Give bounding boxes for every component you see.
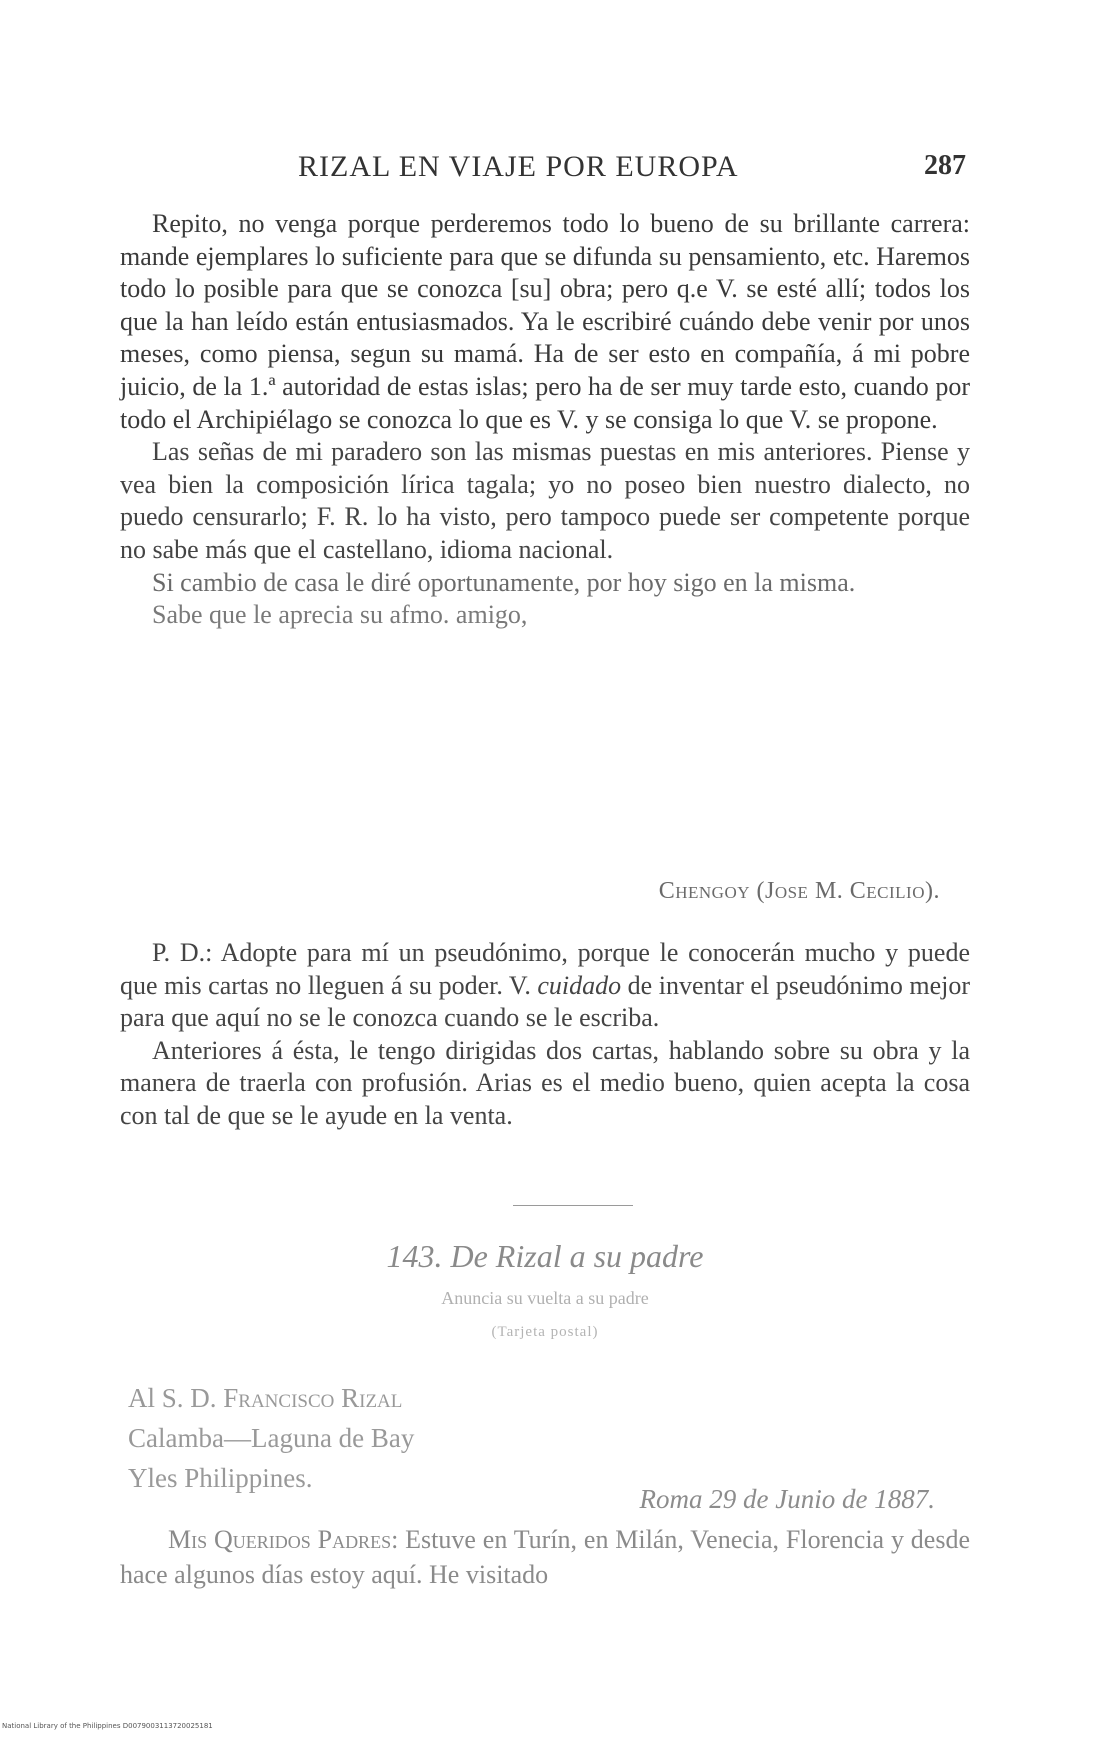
letter-body <box>120 208 970 632</box>
postscript <box>120 937 970 1133</box>
running-title: RIZAL EN VIAJE POR EUROPA <box>298 150 739 183</box>
running-header <box>120 150 970 190</box>
body-paragraph: Sabe que le aprecia su afmo. amigo, <box>152 600 528 630</box>
page-number: 287 <box>924 150 966 181</box>
postscript-paragraph <box>120 937 970 1035</box>
postscript-text: P. D.: Adopte para mí un pseudónimo, porque le conocerán mucho y puede que mis cartas no lleguen á su poder. V. <box>120 938 970 1000</box>
address-line: Yles Philippines. <box>128 1463 313 1493</box>
body-paragraph: Si cambio de casa le diré oportunamente, por hoy sigo en la misma. <box>152 567 856 597</box>
address-prefix: Al S. D. <box>128 1383 224 1413</box>
addressee-name: Francisco Rizal <box>223 1383 403 1413</box>
letter-heading: 143. De Rizal a su padre <box>386 1238 704 1274</box>
address-line: Calamba—Laguna de Bay <box>128 1423 415 1453</box>
opening-text: Estuve en Turín, en Milán, Venecia, Florencia y desde hace algunos días estoy aquí. He visitado <box>120 1525 970 1589</box>
body-paragraph: Las señas de mi paradero son las mismas puestas en mis anteriores. Piense y vea bien la composición lírica tagala; yo no poseo bien nuestro dialecto, no puedo censurarlo; F. R. lo ha visto, pero tampoco puede ser competente porque no sabe más que el castellano, idioma nacional. <box>120 437 970 564</box>
letter-opening <box>120 1522 970 1592</box>
letter-type: (Tarjeta postal) <box>491 1324 599 1340</box>
postscript-paragraph: Anteriores á ésta, le tengo dirigidas dos cartas, hablando sobre su obra y la manera de traerla con profusión. Arias es el medio bueno, quien acepta la cosa con tal de que se le ayude en la venta. <box>120 1035 970 1130</box>
salutation: Mis Queridos Padres: <box>168 1525 399 1554</box>
signature: Chengoy (Jose M. Cecilio). <box>658 878 940 904</box>
body-paragraph: Repito, no venga porque perderemos todo lo bueno de su brillante carrera: mande ejemplares lo suficiente para que se difunda su pensamiento, etc. Haremos todo lo posible para que se conozca [su] obra; pero q.e V. se esté allí; todos los que la han leído están entusiasmados. Ya le escribiré cuándo debe venir por unos meses, como piensa, segun su mamá. Ha de ser esto en compañía, á mi pobre juicio, de la 1.ª autoridad de estas islas; pero ha de ser muy tarde esto, cuando por todo el Archipiélago se conozca lo que es V. y se consiga lo que V. se propone. <box>120 209 970 434</box>
address-line <box>128 1378 414 1418</box>
postscript-text: de inventar el pseudónimo mejor para que aquí no se le conozca cuando se le escriba. <box>120 970 970 1033</box>
dateline: Roma 29 de Junio de 1887. <box>639 1484 935 1514</box>
postscript-emphasis: cuidado <box>537 970 622 1000</box>
opening-paragraph <box>120 1522 970 1592</box>
footer-credit: National Library of the Philippines D0079003113720025181 <box>2 1722 213 1730</box>
section-divider <box>513 1205 633 1206</box>
letter-subtitle: Anuncia su vuelta a su padre <box>441 1288 649 1308</box>
address-block <box>128 1378 414 1498</box>
